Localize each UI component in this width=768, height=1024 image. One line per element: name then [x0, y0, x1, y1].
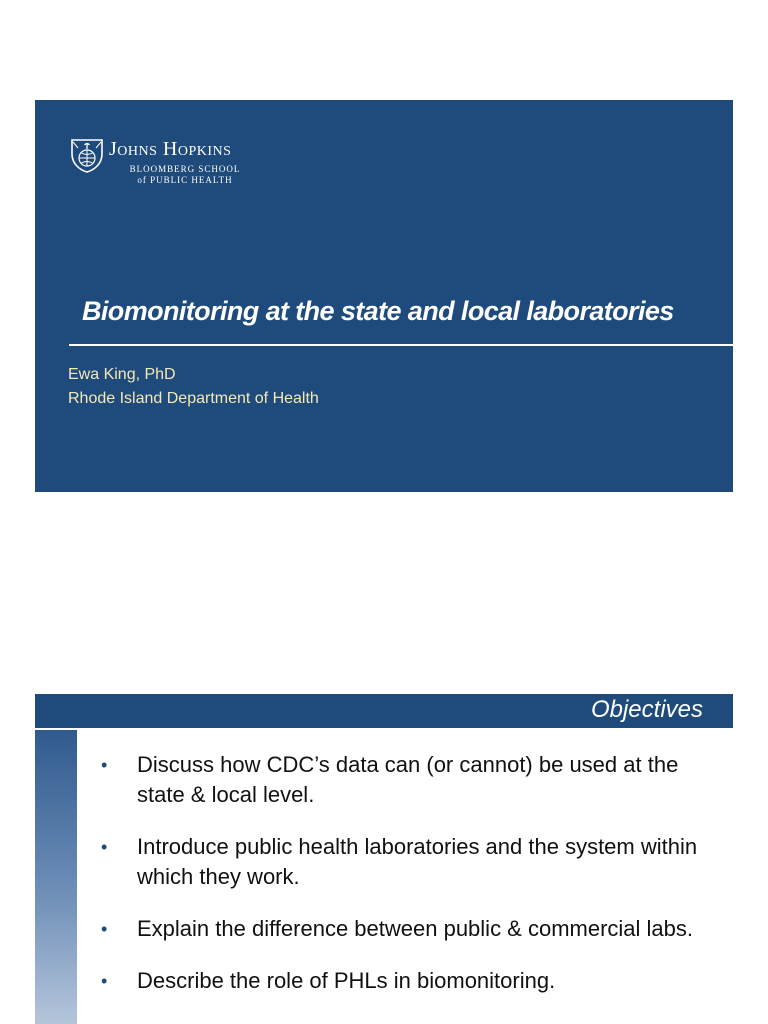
list-item-text: Introduce public health laboratories and the system within which they work.: [137, 834, 698, 889]
logo-subline-school: BLOOMBERG SCHOOL: [129, 164, 241, 174]
list-item: [101, 832, 711, 892]
jhu-logo: [69, 134, 269, 190]
objectives-list: [101, 750, 711, 1018]
bullet-icon: •: [101, 919, 108, 939]
jhu-shield-icon: [69, 136, 105, 174]
list-item-text: Discuss how CDC’s data can (or cannot) be used at the state & local level.: [137, 752, 679, 807]
decorative-side-band: [35, 730, 77, 1024]
bullet-icon: •: [101, 755, 108, 775]
list-item: [101, 966, 711, 996]
bullet-icon: •: [101, 837, 108, 857]
list-item: [101, 914, 711, 944]
objectives-header-bar: [35, 694, 733, 728]
objectives-slide: [35, 694, 733, 1024]
list-item: [101, 750, 711, 810]
logo-subline-public-health: of PUBLIC HEALTH: [137, 175, 233, 185]
bullet-icon: •: [101, 971, 108, 991]
presenter-name: Ewa King, PhD: [68, 366, 176, 383]
logo-name: Johns Hopkins: [109, 138, 232, 160]
title-divider: [69, 344, 733, 346]
title-slide: [35, 100, 733, 492]
list-item-text: Explain the difference between public & commercial labs.: [137, 916, 694, 941]
objectives-title: Objectives: [590, 696, 703, 723]
slide-title: Biomonitoring at the state and local laboratories: [82, 296, 674, 326]
presenter-organization: Rhode Island Department of Health: [68, 390, 319, 407]
list-item-text: Describe the role of PHLs in biomonitoring.: [137, 968, 556, 993]
